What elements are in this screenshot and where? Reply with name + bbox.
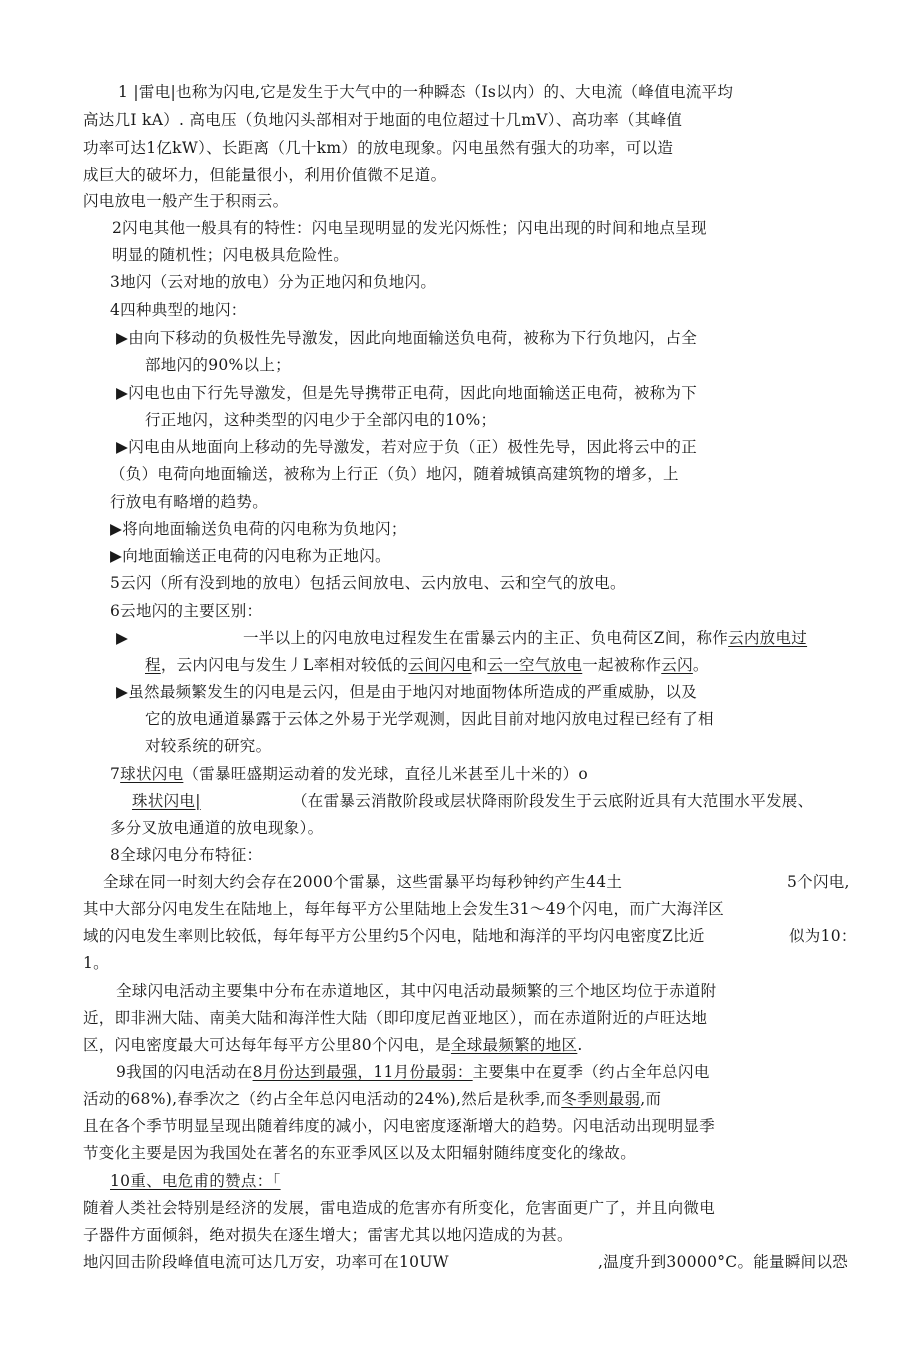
term-underlined: 8月份达到最强，11月份最弱：	[252, 1063, 473, 1081]
bullet-line: ▶闪电由从地面向上移动的先导激发，若对应于负（正）极性先导，因此将云中的正	[116, 438, 698, 456]
text-line: ,温度升到30000°C。能量瞬间以恐	[598, 1253, 849, 1271]
term-underlined: 球状闪电	[120, 765, 184, 783]
bullet-line: 行放电有略增的趋势。	[110, 493, 269, 511]
text-line: 其中大部分闪电发生在陆地上，每年每平方公里陆地上会发生31〜49个闪电，而广大海洋区	[83, 900, 725, 918]
text-line: 功率可达1亿kW）、长距离（几十km）的放电现象。闪电虽然有强大的功率，可以造	[83, 139, 674, 157]
text-line: 近，即非洲大陆、南美大陆和海洋性大陆（即印度尼酋亚地区），而在赤道附近的卢旺达地	[83, 1009, 708, 1027]
text-line: 似为10：	[789, 927, 857, 945]
section-heading: 8全球闪电分布特征：	[110, 846, 263, 864]
text-line: 地闪回击阶段峰值电流可达几万安，功率可在10UW	[83, 1253, 449, 1271]
text-line: 域的闪电发生率则比较低，每年每平方公里约5个闪电，陆地和海洋的平均闪电密度Z比近	[83, 927, 705, 945]
bullet-line: 行正地闪，这种类型的闪电少于全部闪电的10%；	[145, 411, 497, 429]
bullet-line: ▶由向下移动的负极性先导激发，因此向地面输送负电荷，被称为下行负地闪，占全	[116, 329, 698, 347]
term-underlined: 云内放电过	[728, 629, 808, 647]
text-line: 明显的随机性；闪电极具危险性。	[112, 246, 350, 264]
bullet-line: 对较系统的研究。	[145, 737, 272, 755]
text-line: 成巨大的破坏力，但能量很小，利用价值微不足道。	[83, 166, 447, 184]
bullet-line: 程，云内闪电与发生丿L率相对较低的云间闪电和云一空气放电一起被称作云闪。	[145, 656, 709, 674]
term-underlined: 冬季则最弱	[561, 1090, 641, 1108]
bullet-line: ▶向地面输送正电荷的闪电称为正地闪。	[110, 547, 391, 565]
text-line: 5云闪（所有没到地的放电）包括云间放电、云内放电、云和空气的放电。	[110, 574, 626, 592]
text-line: 节变化主要是因为我国处在著名的东亚季风区以及太阳辐射随纬度变化的缘故。	[83, 1144, 637, 1162]
text-line: 子器件方面倾斜，绝对损失在逐生增大；雷害尤其以地闪造成的为甚。	[83, 1226, 573, 1244]
bullet-line: ▶虽然最频繁发生的闪电是云闪，但是由于地闪对地面物体所造成的严重威胁，以及	[116, 683, 698, 701]
term-underlined: 珠状闪电|	[132, 792, 201, 810]
bullet-line: ▶将向地面输送负电荷的闪电称为负地闪；	[110, 520, 407, 538]
bullet-line: 它的放电通道暴露于云体之外易于光学观测，因此目前对地闪放电过程已经有了相	[145, 710, 714, 728]
text-line: 且在各个季节明显呈现出随着纬度的减小，闪电密度逐渐增大的趋势。闪电活动出现明显季	[83, 1117, 716, 1135]
bullet-line: 部地闪的90%以上；	[145, 356, 291, 374]
text-line: 闪电放电一般产生于积雨云。	[83, 192, 289, 210]
text-line: 多分叉放电通道的放电现象）。	[110, 819, 324, 837]
section-heading: 6云地闪的主要区别：	[110, 602, 263, 620]
text-line: 全球闪电活动主要集中分布在赤道地区，其中闪电活动最频繁的三个地区均位于赤道附	[116, 982, 717, 1000]
term-underlined: 全球最频繁的地区	[450, 1036, 578, 1054]
text-line: 高达几I kA）. 高电压（负地闪头部相对于地面的电位超过十几mV）、高功率（其峰值	[83, 111, 683, 129]
bullet-line: （负）电荷向地面输送，被称为上行正（负）地闪，随着城镇高建筑物的增多，上	[110, 465, 679, 483]
text-line: 7球状闪电（雷暴旺盛期运动着的发光球，直径儿米甚至儿十米的）o	[110, 765, 589, 783]
text-line: 活动的68%),春季次之（约占全年总闪电活动的24%),然后是秋季,而冬季则最弱,而	[83, 1090, 662, 1108]
text-line: 1 |雷电|也称为闪电,它是发生于大气中的一种瞬态（Is以内）的、大电流（峰值电流平均	[118, 83, 734, 101]
text-line: 5个闪电,	[787, 873, 850, 891]
text-line: 9我国的闪电活动在8月份达到最强，11月份最弱：主要集中在夏季（约占全年总闪电	[116, 1063, 710, 1081]
bullet-marker: ▶	[116, 629, 129, 647]
text-line: 全球在同一时刻大约会存在2000个雷暴，这些雷暴平均每秒钟约产生44土	[103, 873, 623, 891]
text-line: 随着人类社会特别是经济的发展，雷电造成的危害亦有所变化，危害面更广了，并且向微电	[83, 1199, 716, 1217]
text-line: 2闪电其他一般具有的特性：闪电呈现明显的发光闪烁性；闪电出现的时间和地点呈现	[112, 219, 707, 237]
text-line: 1。	[83, 954, 109, 972]
text-line: 区，闪电密度最大可达每年每平方公里80个闪电，是全球最频繁的地区.	[83, 1036, 583, 1054]
text-line: 3地闪（云对地的放电）分为正地闪和负地闪。	[110, 273, 437, 291]
bullet-line: 一半以上的闪电放电过程发生在雷暴云内的主正、负电荷区Z间，称作云内放电过	[243, 629, 808, 647]
bullet-line: ▶闪电也由下行先导激发，但是先导携带正电荷，因此向地面输送正电荷，被称为下	[116, 384, 698, 402]
text-line: （在雷暴云消散阶段或层状降雨阶段发生于云底附近具有大范围水平发展、	[292, 792, 814, 810]
term-underlined: 云间闪电	[408, 656, 472, 674]
section-heading: 4四种典型的地闪：	[110, 301, 247, 319]
term-underlined: 云闪	[661, 656, 693, 674]
section-heading: 10重、电危甫的赞点：「	[110, 1172, 281, 1190]
term-underlined: 云一空气放电	[487, 656, 583, 674]
